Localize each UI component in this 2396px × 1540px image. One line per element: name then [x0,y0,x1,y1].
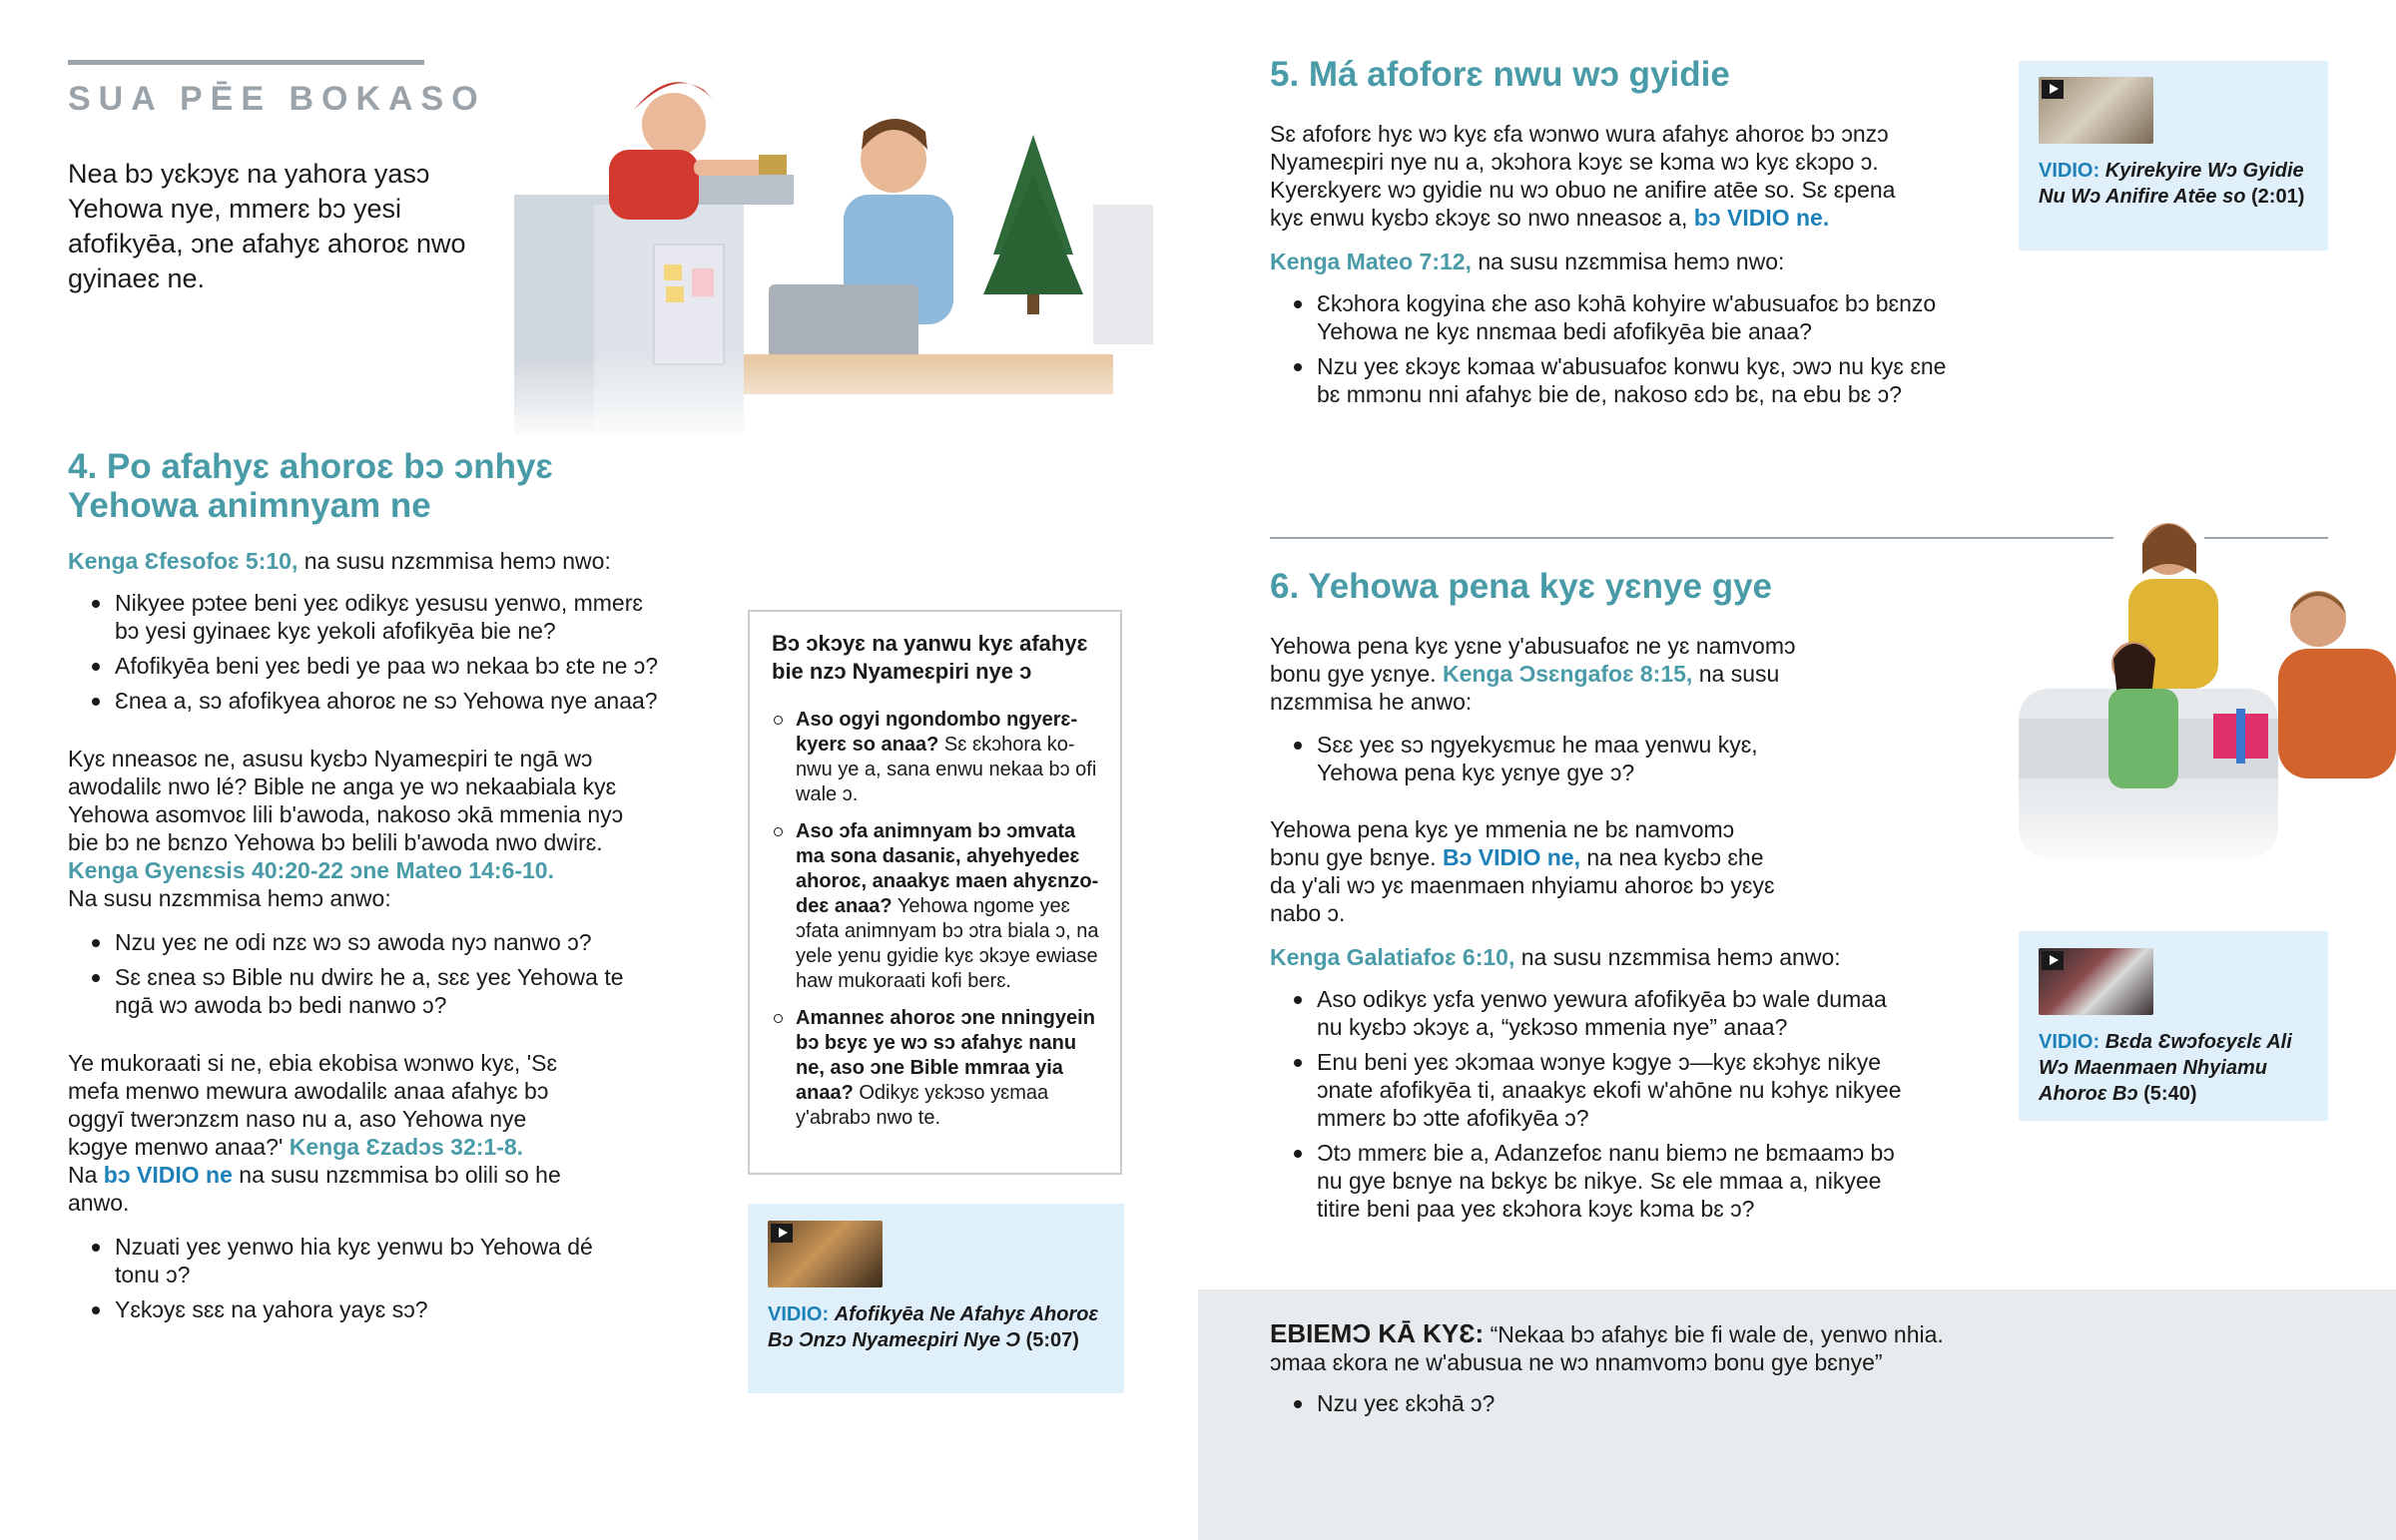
section-4-paragraph-2: Kyɛ nneasoɛ ne, asusu kyɛbɔ Nyameɛpiri te ngā wɔ awodalilɛ nwo lé? Bible ne anga ye wɔ nekaabiala kyɛ Yehowa asomvoɛ lili b'awoda, nakoso ɔkā mmenia nyɔ bie bɔ ne bɛnzo Yehowa bɔ belili b'awoda nwo dwirɛ. Kenga Gyenɛsis 40:20-22 ɔne Mateo 14:6-10. Na susu nzɛmmisa hemɔ anwo: [68,745,637,912]
section-5-questions [1270,289,1969,415]
list-item: Aso ɔfa animnyam bɔ ɔmvata ma sona dasaniɛ, ahyehyedeɛ ahoroɛ, anaakyɛ maen ahyɛnzo-deɛ anaa? Yehowa ngome yeɛ ɔfata animnyam bɔ ɔtra biala ɔ, na yele yenu gyidie kyɛ ɔkɔye ewiase haw mukoraati kofi berɛ. [772,819,1102,994]
video-thumbnail[interactable] [2039,77,2153,144]
section-6-read: Kenga Galatiafoɛ 6:10, na susu nzɛmmisa hemɔ anwo: [1270,944,1841,970]
scripture-link-ecclesiastes[interactable]: Kenga Ɔsɛngafoɛ 8:15, [1442,661,1693,687]
scripture-link-ephesians[interactable]: Kenga Ɛfesofoɛ 5:10, [68,548,299,574]
footer-quote: EBIEMƆ KĀ KYƐ: “Nekaa bɔ afahyɛ bie fi wale de, yenwo nhia. ɔmaa ɛkora ne w'abusua ne wɔ nnamvomɔ bonu gye bɛnye” [1270,1318,1944,1375]
section-4-title: 4. Po afahyɛ ahoroɛ bɔ ɔnhyɛ Yehowa animnyam ne [68,447,553,525]
section-4-questions-1 [68,589,667,722]
section-5-title: 5. Má afoforɛ nwu wɔ gyidie [1270,55,1730,94]
section-4-read: Kenga Ɛfesofoɛ 5:10, na susu nzɛmmisa hemɔ nwo: [68,548,611,574]
family-gift-illustration [2019,519,2396,878]
list-item: Sɛ ɛnea sɔ Bible nu dwirɛ he a, sɛɛ yeɛ Yehowa te ngā wɔ awoda bɔ bedi nanwo ɔ? [68,963,627,1019]
info-box-title: Bɔ ɔkɔyɛ na yanwu kyɛ afahyɛ bie nzɔ Nyameɛpiri nye ɔ [772,631,1088,684]
video-thumbnail[interactable] [2039,948,2153,1015]
section-6-title: 6. Yehowa pena kyɛ yɛnye gye [1270,567,1773,606]
section-4-paragraph-3: Ye mukoraati si ne, ebia ekobisa wɔnwo kyɛ, 'Sɛ mefa menwo mewura awodalilɛ anaa afahyɛ bɔ oggyī twerɔnzɛm naso nu a, aso Yehowa nye kɔgye menwo anaa?' Kenga Ɛzadɔs 32:1-8. Na bɔ VIDIO ne na susu nzɛmmisa bɔ olili so he anwo. [68,1050,561,1216]
video-card-celebrations[interactable] [748,1204,1124,1393]
video-card-gatherings[interactable] [2019,931,2328,1121]
list-item: Nzu yeɛ ɛkɔyɛ kɔmaa w'abusuafoɛ konwu kyɛ, ɔwɔ nu kyɛ ɛne bɛ mmɔnu nni afahyɛ bie de, nakoso ɛdɔ bɛ, na ebu bɛ ɔ? [1270,352,1969,408]
list-item: Afofikyēa beni yeɛ bedi ye paa wɔ nekaa bɔ ɛte ne ɔ? [68,652,667,680]
footer-panel [1198,1289,2396,1540]
video-link[interactable]: bɔ VIDIO ne [103,1162,233,1188]
list-item: Nzu yeɛ ɛkɔhā ɔ? [1270,1389,1869,1417]
video-caption: VIDIO: Afofikyēa Ne Afahyɛ Ahoroɛ Bɔ Ɔnzɔ Nyameɛpiri Nye Ɔ (5:07) [768,1303,1099,1351]
video-link[interactable]: Bɔ VIDIO ne, [1442,844,1580,870]
section-5-paragraph: Sɛ afoforɛ hyɛ wɔ kyɛ ɛfa wɔnwo wura afahyɛ ahoroɛ bɔ ɔnzɔ Nyameɛpiri nye nu a, ɔkɔhora kɔyɛ se kɔma wɔ kyɛ ɛkɔpo ɔ. Kyerɛkyerɛ wɔ gyidie nu wɔ obuo ne anifire atēe so. Sɛ ɛpena kyɛ enwu kyɛbɔ ɛkɔyɛ so nwo nneasoɛ a, bɔ VIDIO ne. [1270,121,1896,231]
footer-question [1270,1389,1869,1424]
list-item: Enu beni yeɛ ɔkɔmaa wɔnye kɔgye ɔ—kyɛ ɛkɔhyɛ nikye ɔnate afofikyēa ti, anaakyɛ ekofi w'ahōne nu kɔhyɛ nikyee mmerɛ bɔ ɔtte afofikyēa ɔ? [1270,1048,1909,1132]
office-christmas-illustration [514,55,1178,444]
scripture-link-galatians[interactable]: Kenga Galatiafoɛ 6:10, [1270,944,1515,970]
list-item: Nzu yeɛ ne odi nzɛ wɔ sɔ awoda nyɔ nanwo ɔ? [68,928,627,956]
play-icon [2042,80,2064,99]
video-thumbnail[interactable] [768,1221,883,1287]
video-card-faith[interactable] [2019,61,2328,251]
section-4-questions-2 [68,928,627,1026]
video-link[interactable]: bɔ VIDIO ne. [1693,205,1830,231]
section-6-questions-1 [1270,731,1769,793]
section-5-read: Kenga Mateo 7:12, na susu nzɛmmisa hemɔ nwo: [1270,249,1785,274]
list-item: Ɛkɔhora kogyina ɛhe aso kɔhā kohyire w'abusuafoɛ bɔ bɛnzo Yehowa ne kyɛ nnɛmaa bedi afofikyēa bie anaa? [1270,289,1969,345]
section-6-paragraph-2: Yehowa pena kyɛ ye mmenia ne bɛ namvomɔ bɔnu gye bɛnye. Bɔ VIDIO ne, na nea kyɛbɔ ɛhe da y'ali wɔ yɛ maenmaen nhyiamu ahoroɛ bɔ yɛyɛ nabo ɔ. [1270,816,1775,926]
play-icon [771,1224,793,1243]
info-box [748,610,1122,1175]
scripture-link-genesis-matthew[interactable]: Kenga Gyenɛsis 40:20-22 ɔne Mateo 14:6-10. [68,857,554,883]
video-caption: VIDIO: Bɛda Ɛwɔfoɛyɛlɛ Ali Wɔ Maenmaen Nhyiamu Ahoroɛ Bɔ (5:40) [2039,1031,2292,1105]
list-item: Aso odikyɛ yɛfa yenwo yewura afofikyēa bɔ wale dumaa nu kyɛbɔ ɔkɔyɛ a, “yɛkɔso mmenia nye” anaa? [1270,985,1909,1041]
section-4-questions-3 [68,1233,627,1330]
list-item: Nzuati yeɛ yenwo hia kyɛ yenwu bɔ Yehowa dé tonu ɔ? [68,1233,627,1288]
scripture-link-matthew[interactable]: Kenga Mateo 7:12, [1270,249,1472,274]
scripture-link-exodus[interactable]: Kenga Ɛzadɔs 32:1-8. [289,1134,524,1160]
sidebar-intro: Nea bɔ yɛkɔyɛ na yahora yasɔ Yehowa nye, mmerɛ bɔ yesi afofikyēa, ɔne afahyɛ ahoroɛ nwo gyinaeɛ ne. [68,159,466,293]
footer-label: EBIEMƆ KĀ KYƐ: [1270,1318,1485,1348]
sidebar-heading: SUA PĒE BOKASO [68,80,486,118]
play-icon [2042,951,2064,970]
section-6-paragraph-1: Yehowa pena kyɛ yɛne y'abusuafoɛ ne yɛ namvomɔ bonu gye yɛnye. Kenga Ɔsɛngafoɛ 8:15, na susu nzɛmmisa he anwo: [1270,633,1796,715]
sidebar-rule [68,60,424,65]
list-item: Yɛkɔyɛ sɛɛ na yahora yayɛ sɔ? [68,1295,627,1323]
list-item: Nikyee pɔtee beni yeɛ odikyɛ yesusu yenwo, mmerɛ bɔ yesi gyinaeɛ kyɛ yekoli afofikyēa bie ne? [68,589,667,645]
section-divider [1270,537,2113,539]
list-item: Sɛɛ yeɛ sɔ ngyekyɛmuɛ he maa yenwu kyɛ, Yehowa pena kyɛ yɛnye gye ɔ? [1270,731,1769,786]
list-item: Amanneɛ ahoroɛ ɔne nningyein bɔ bɛyɛ ye wɔ sɔ afahyɛ nanu ne, aso ɔne Bible mmraa yia anaa? Odikyɛ yɛkɔso yɛmaa y'abrabɔ nwo te. [772,1006,1102,1131]
list-item: Ɔtɔ mmerɛ bie a, Adanzefoɛ nanu biemɔ ne bɛmaamɔ bɔ nu gye bɛnye na bɛkyɛ bɛ nikye. Sɛ ele mmaa a, nikyee titire beni paa yeɛ ɛkɔhora kɔyɛ kɔma bɛ ɔ? [1270,1139,1909,1223]
list-item: Ɛnea a, sɔ afofikyea ahoroɛ ne sɔ Yehowa nye anaa? [68,687,667,715]
list-item: Aso ogyi ngondombo ngyerɛ-kyerɛ so anaa? Sɛ ɛkɔhora ko-nwu ye a, sana enwu nekaa bɔ ofi wale ɔ. [772,708,1102,807]
video-caption: VIDIO: Kyirekyire Wɔ Gyidie Nu Wɔ Anifire Atēe so (2:01) [2039,160,2305,208]
info-box-list [772,708,1102,1131]
section-6-questions-2 [1270,985,1909,1230]
